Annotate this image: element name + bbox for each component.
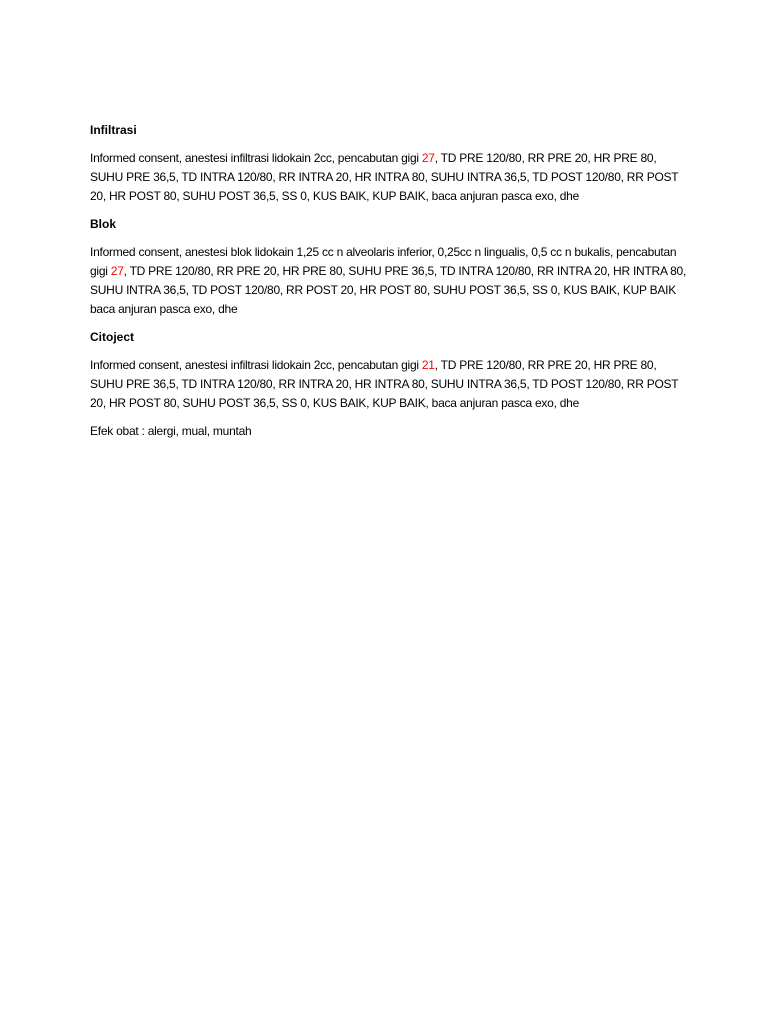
section-paragraph-blok	[90, 243, 690, 319]
section-heading-infiltrasi: Infiltrasi	[90, 123, 137, 137]
section-heading-citoject: Citoject	[90, 330, 135, 344]
paragraph-text-before: Informed consent, anestesi infiltrasi lidokain 2cc, pencabutan gigi	[90, 358, 422, 372]
tooth-number: 21	[421, 358, 435, 372]
footer-note: Efek obat : alergi, mual, muntah	[90, 424, 252, 438]
paragraph-text-after: , TD PRE 120/80, RR PRE 20, HR PRE 80, SUHU PRE 36,5, TD INTRA 120/80, RR INTRA 20, HR INTRA 80, SUHU INTRA 36,5, TD POST 120/80, RR POST 20, HR POST 80, SUHU POST 36,5, SS 0, KUS BAIK, KUP BAIK, baca anjuran pasca exo, dhe	[90, 151, 679, 203]
paragraph-text-after: , TD PRE 120/80, RR PRE 20, HR PRE 80, SUHU PRE 36,5, TD INTRA 120/80, RR INTRA 20, HR INTRA 80, SUHU INTRA 36,5, TD POST 120/80, RR POST 20, HR POST 80, SUHU POST 36,5, SS 0, KUS BAIK, KUP BAIK, baca anjuran pasca exo, dhe	[90, 358, 679, 410]
paragraph-text-before: Informed consent, anestesi blok lidokain 1,25 cc n alveolaris inferior, 0,25cc n lingualis, 0,5 cc n bukalis, pencabutan gigi	[90, 245, 677, 278]
section-paragraph-infiltrasi	[90, 149, 690, 206]
tooth-number: 27	[110, 264, 124, 278]
paragraph-text-before: Informed consent, anestesi infiltrasi lidokain 2cc, pencabutan gigi	[90, 151, 422, 165]
tooth-number: 27	[421, 151, 435, 165]
paragraph-text-after: , TD PRE 120/80, RR PRE 20, HR PRE 80, SUHU PRE 36,5, TD INTRA 120/80, RR INTRA 20, HR INTRA 80, SUHU INTRA 36,5, TD POST 120/80, RR POST 20, HR POST 80, SUHU POST 36,5, SS 0, KUS BAIK, KUP BAIK baca anjuran pasca exo, dhe	[90, 264, 687, 316]
section-paragraph-citoject	[90, 356, 690, 413]
section-heading-blok: Blok	[90, 217, 117, 231]
document-page	[90, 121, 690, 450]
